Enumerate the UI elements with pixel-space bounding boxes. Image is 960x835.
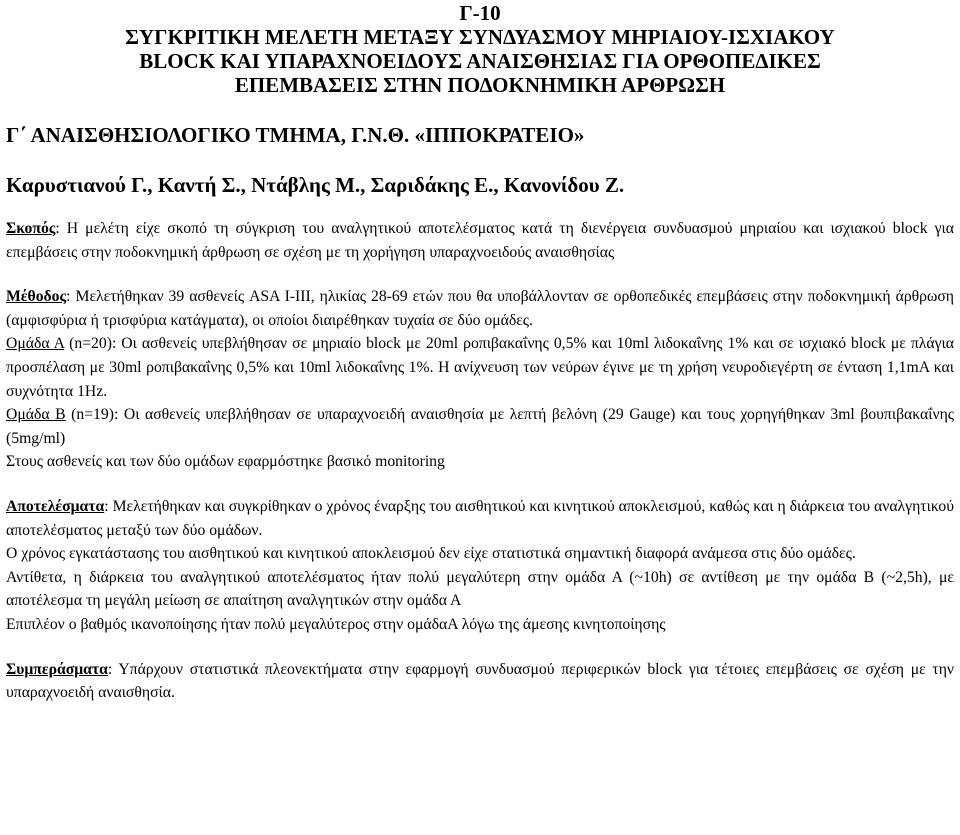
method-text: : Μελετήθηκαν 39 ασθενείς ASA I-III, ηλικίας 28-69 ετών που θα υποβάλλονταν σε ορθοπεδικές επεμβάσεις στην ποδοκνημική άρθρωση (αμφισφύρια ή τρισφύρια κατάγματα), οι οποίοι διαιρέθηκαν τυχαία σε δύο ομάδες. (6, 288, 954, 329)
group-b-label: Ομάδα Β (6, 406, 66, 424)
results-text: : Μελετήθηκαν και συγκρίθηκαν ο χρόνος έναρξης του αισθητικού και κινητικού αποκλεισμού, καθώς και η διάρκεια του αναλγητικού αποτελέσματος μεταξύ των δύο ομάδων. (6, 497, 954, 539)
title-line: ΣΥΓΚΡΙΤΙΚΗ ΜΕΛΕΤΗ ΜΕΤΑΞΥ ΣΥΝΔΥΑΣΜΟΥ ΜΗΡΙΑΙΟΥ-ΙΣΧΙΑΚΟΥ (125, 25, 835, 49)
title-line: ΕΠΕΜΒΑΣΕΙΣ ΣΤΗΝ ΠΟΔΟΚΝΗΜΙΚΗ ΑΡΘΡΩΣΗ (234, 73, 726, 97)
results-p2: Ο χρόνος εγκατάστασης του αισθητικού και κινητικού αποκλεισμού δεν είχε στατιστικά σημαντική διαφορά ανάμεσα στις δύο ομάδες. (6, 545, 856, 563)
results-p3: Αντίθετα, η διάρκεια του αναλγητικού αποτελέσματος ήταν πολύ μεγαλύτερη στην ομάδα Α (~10h) σε αντίθεση με την ομάδα Β (~2,5h), με αποτέλεσμα τη μεγάλη μείωση σε απαίτηση αναλγητικών στην ομάδα Α (6, 568, 954, 610)
group-b (6, 403, 954, 450)
conclusion-label: Συμπεράσματα (6, 660, 108, 678)
method-intro (6, 285, 954, 332)
aim-label: Σκοπός (6, 220, 56, 237)
group-a (6, 332, 954, 403)
abstract-title (6, 25, 954, 97)
title-line: BLOCK ΚΑΙ ΥΠΑΡΑΧΝΟΕΙΔΟΥΣ ΑΝΑΙΣΘΗΣΙΑΣ ΓΙΑ ΟΡΘΟΠΕΔΙΚΕΣ (139, 49, 821, 73)
department: Γ΄ ΑΝΑΙΣΘΗΣΙΟΛΟΓΙΚΟ ΤΜΗΜΑ, Γ.Ν.Θ. «ΙΠΠΟΚΡΑΤΕΙΟ» (6, 123, 585, 147)
method-section (6, 285, 954, 474)
aim-text: : Η μελέτη είχε σκοπό τη σύγκριση του αναλγητικού αποτελέσματος κατά τη διενέργεια συνδυασμού μηριαίου και ισχιακού block για επεμβάσεις στην ποδοκνημική άρθρωση σε σχέση με τη χορήγηση υπαραχνοειδούς αναισθησίας (6, 220, 954, 261)
group-a-label: Ομάδα Α (6, 335, 65, 353)
authors: Καρυστιανού Γ., Καντή Σ., Ντάβλης Μ., Σαριδάκης Ε., Κανονίδου Ζ. (6, 173, 625, 197)
group-a-text: (n=20): Οι ασθενείς υπεβλήθησαν σε μηριαίο block με 20ml ροπιβακαΐνης 0,5% και 10ml λιδοκαΐνης 1% και σε ισχιακό block με πλάγια προσπέλαση με 30ml ροπιβακαΐνης 0,5% και 10ml λιδοκαΐνης 1%. Η ανίχνευση των νεύρων έγινε με τη χρήση νευροδιεγέρτη σε ένταση 1,1mA και συχνότητα 1Hz. (6, 335, 954, 400)
monitoring-text: Στους ασθενείς και των δύο ομάδων εφαρμόστηκε βασικό monitoring (6, 453, 445, 471)
results-p4: Επιπλέον ο βαθμός ικανοποίησης ήταν πολύ μεγαλύτερος στην ομάδαΑ λόγω της άμεσης κινητοποίησης (6, 615, 666, 633)
conclusion-text: : Υπάρχουν στατιστικά πλεονεκτήματα στην εφαρμογή συνδυασμού περιφερικών block για τέτοιες επεμβάσεις σε σχέση με την υπαραχνοειδή αναισθησία. (6, 660, 954, 702)
aim-section (6, 217, 954, 264)
group-b-text: (n=19): Οι ασθενείς υπεβλήθησαν σε υπαραχνοειδή αναισθησία με λεπτή βελόνη (29 Gauge) και τους χορηγήθηκαν 3ml βουπιβακαΐνης (5mg/ml) (6, 406, 954, 447)
results-intro (6, 495, 954, 542)
results-label: Αποτελέσματα (6, 497, 105, 515)
abstract-code: Γ-10 (459, 1, 501, 25)
conclusion-section (6, 658, 954, 705)
results-section (6, 495, 954, 637)
method-label: Μέθοδος (6, 288, 67, 306)
